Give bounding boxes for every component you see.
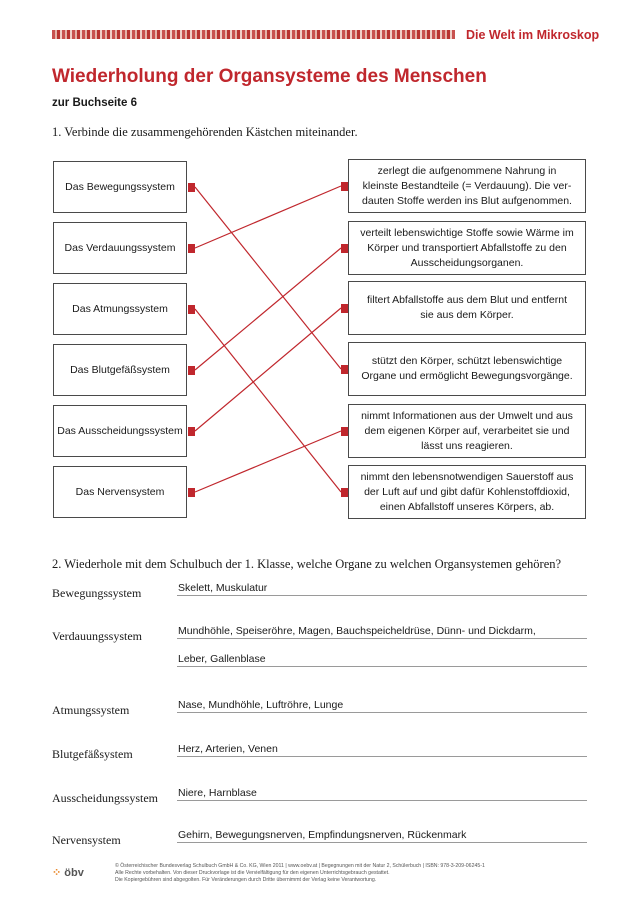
answer-text[interactable]: Skelett, Muskulatur [178,582,268,594]
right-box-line: sie aus dem Körper. [420,309,514,321]
answer-text[interactable]: Gehirn, Bewegungsnerven, Empfindungsnerven, Rückenmark [178,829,467,841]
task-1-instruction: 1. Verbinde die zusammengehörenden Kästchen miteinander. [52,125,358,139]
left-box[interactable]: Das Atmungssystem [53,283,187,335]
connector-marker[interactable] [341,244,348,253]
page-subtitle: zur Buchseite 6 [52,97,137,109]
left-box[interactable]: Das Ausscheidungssystem [53,405,187,457]
answer-text[interactable]: Mundhöhle, Speiseröhre, Magen, Bauchspeicheldrüse, Dünn- und Dickdarm, [178,625,536,637]
right-box-line: stützt den Körper, schützt lebenswichtige [371,355,563,367]
header-title: Die Welt im Mikroskop [466,28,600,42]
connector-marker[interactable] [188,305,195,314]
right-box-line: einen Abfallstoff unseres Körpers, ab. [379,500,555,513]
right-box-text [361,470,574,515]
answer-rule [177,712,587,713]
row-label: Ausscheidungssystem [52,791,158,805]
right-box-text [367,293,567,323]
right-box-line: lässt uns reagieren. [421,439,513,452]
logo-dots-icon: ⁘ [52,867,65,879]
connection-line [195,308,341,431]
answer-rule [177,756,587,757]
right-box-line: nimmt Informationen aus der Umwelt und aus [361,409,573,422]
right-box-line: dauten Stoffe werden ins Blut aufgenommen. [362,194,572,207]
right-box[interactable] [348,404,586,458]
right-box-text [360,226,573,271]
right-box[interactable] [348,221,586,275]
connector-marker[interactable] [341,182,348,191]
row-label: Nervensystem [52,833,121,847]
logo-text: öbv [64,867,84,879]
answer-text[interactable]: Leber, Gallenblase [178,653,266,665]
right-box-text [361,409,573,454]
answer-rule [177,842,587,843]
row-label: Verdauungssystem [52,629,142,643]
answer-rule [177,800,587,801]
footer-line: Alle Rechte vorbehalten. Von dieser Druckvorlage ist die Vervielfältigung für den eigenen Unterrichtsgebrauch gestattet. [115,870,390,876]
left-box[interactable]: Das Blutgefäßsystem [53,344,187,396]
answer-rule [177,638,587,639]
right-box-line: Ausscheidungsorganen. [410,256,524,269]
connector-marker[interactable] [188,366,195,375]
footer-line: Die Kopiergebühren sind abgegolten. Für Veränderungen durch Dritte übernimmt der Verlag keine Verantwortung. [115,877,377,883]
connection-line [195,186,341,248]
connector-marker[interactable] [341,365,348,374]
connection-line [195,248,341,370]
connector-marker[interactable] [341,427,348,436]
right-box-line: zerlegt die aufgenommene Nahrung in [377,164,557,177]
answer-text[interactable]: Niere, Harnblase [178,787,257,799]
right-box-line: Körper und transportiert Abfallstoffe zu den [367,241,567,254]
connection-line [195,431,341,492]
page-title: Wiederholung der Organsysteme des Menschen [52,66,487,87]
row-label: Atmungssystem [52,703,130,717]
connector-marker[interactable] [188,183,195,192]
right-box-line: nimmt den lebensnotwendigen Sauerstoff aus [360,470,574,483]
connection-line [195,309,341,492]
left-box[interactable]: Das Bewegungssystem [53,161,187,213]
answer-rule [177,666,587,667]
answer-rule [177,595,587,596]
answer-text[interactable]: Herz, Arterien, Venen [178,743,278,755]
right-box[interactable] [348,342,586,396]
left-box[interactable]: Das Nervensystem [53,466,187,518]
answer-text[interactable]: Nase, Mundhöhle, Luftröhre, Lunge [178,699,344,711]
right-box-text [361,354,572,384]
right-box-line: verteilt lebenswichtige Stoffe sowie Wärme im [360,226,574,239]
publisher-logo [52,866,84,879]
row-label: Blutgefäßsystem [52,747,133,761]
connector-marker[interactable] [341,304,348,313]
footer-line: © Österreichischer Bundesverlag Schulbuch GmbH & Co. KG, Wien 2011 | www.oebv.at | Begegnungen mit der Natur 2, Schülerbuch | ISBN: 978-3-209-06245-1 [115,863,485,869]
connection-line [195,187,341,369]
right-box-line: filtert Abfallstoffe aus dem Blut und entfernt [366,294,567,306]
connector-marker[interactable] [188,244,195,253]
right-box[interactable] [348,281,586,335]
row-label: Bewegungssystem [52,586,142,600]
right-box-text [362,164,572,209]
right-box-line: Organe und ermöglicht Bewegungsvorgänge. [361,370,573,382]
right-box[interactable] [348,159,586,213]
right-box-line: der Luft auf und gibt dafür Kohlenstoffdioxid, [364,485,570,498]
connector-marker[interactable] [188,427,195,436]
connector-marker[interactable] [188,488,195,497]
right-box[interactable] [348,465,586,519]
left-box[interactable]: Das Verdauungssystem [53,222,187,274]
right-box-line: kleinste Bestandteile (= Verdauung). Die ver- [362,179,572,192]
connector-marker[interactable] [341,488,348,497]
footer-copyright [115,863,485,884]
right-box-line: dem eigenen Körper auf, verarbeitet sie und [364,424,570,437]
task-2-instruction: 2. Wiederhole mit dem Schulbuch der 1. Klasse, welche Organe zu welchen Organsystemen gehören? [52,557,562,571]
